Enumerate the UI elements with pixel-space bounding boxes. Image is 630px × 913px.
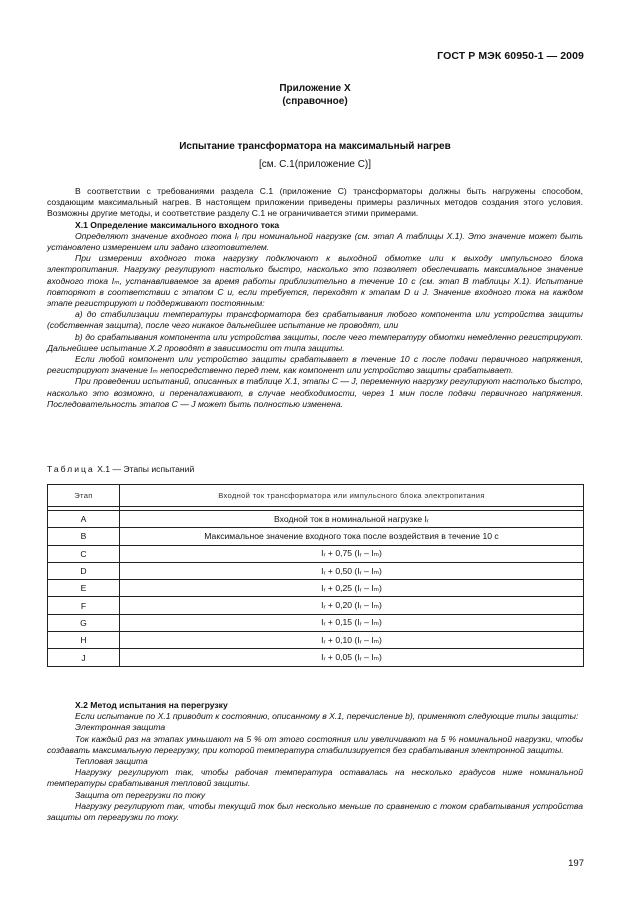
list-item-a: a) до стабилизации температуры трансформатора без срабатывания любого компонента или устройства защиты (собственная защита), после чего никакое дальнейшее испытание не проводят, или (47, 309, 583, 331)
table-row (48, 562, 584, 579)
current-cell: Iᵣ + 0,50 (Iᵣ – Iₘ) (120, 562, 584, 579)
current-cell: Iᵣ + 0,20 (Iᵣ – Iₘ) (120, 597, 584, 614)
table-row (48, 614, 584, 631)
stage-cell: G (48, 614, 120, 631)
table-row (48, 580, 584, 597)
paragraph: При измерении входного тока нагрузку подключают к выходной обмотке или к выходу импульсного блока электропитания. Нагрузку регулируют настолько быстро, насколько это позволяет обеспечивать максимальное значение входного тока Iₘ, устанавливаемое за время работы приблизительно в течение 10 с (см. этап В таблицы X.1). Испытание повторяют в соответствии с этапом С и, если требуется, переходят к этапам D и J. Значение входного тока на каждом этапе регистрируют и поддерживают постоянным: (47, 253, 583, 309)
subheading-overcurrent: Защита от перегрузки по току (75, 789, 206, 800)
paragraph: Если любой компонент или устройство защиты срабатывает в течение 10 с после подачи первичного напряжения, регистрируют значение Iₘ непосредственно перед тем, как компонент или устройство защиты срабатывает. (47, 354, 583, 376)
section-x2 (47, 700, 583, 823)
stage-cell: H (48, 632, 120, 649)
list-item-b: b) до срабатывания компонента или устройства защиты, после чего температуру обмотки немедленно регистрируют. Дальнейшее испытание X.2 проводят в зависимости от типа защиты. (47, 331, 583, 353)
paragraph: Определяют значение входного тока Iᵣ при номинальной нагрузке (см. этап А таблицы X.1). Это значение может быть установлено измерением или задано изготовителем. (47, 230, 583, 253)
annex-note: (справочное) (282, 96, 348, 107)
annex-title: Приложение X (279, 83, 351, 94)
current-cell: Iᵣ + 0,25 (Iᵣ – Iₘ) (120, 580, 584, 597)
annex-heading (0, 82, 630, 108)
subheading-thermal: Тепловая защита (75, 756, 148, 767)
table-row (48, 545, 584, 562)
column-header-current: Входной ток трансформатора или импульсного блока электропитания (120, 485, 584, 507)
column-header-stage: Этап (48, 485, 120, 507)
stage-cell: E (48, 580, 120, 597)
stage-cell: F (48, 597, 120, 614)
current-cell: Iᵣ + 0,05 (Iᵣ – Iₘ) (120, 649, 584, 666)
subheading-electronic: Электронная защита (75, 722, 166, 733)
table-row (48, 597, 584, 614)
paragraph: При проведении испытаний, описанных в таблице X.1, этапы С — J, переменную нагрузку регулируют настолько быстро, насколько это возможно, и переналаживают, в случае необходимости, через 1 мин после подачи первичного напряжения. Последовательность этапов С — J может быть полностью изменена. (47, 376, 583, 409)
table-row (48, 632, 584, 649)
stage-cell: B (48, 528, 120, 545)
stage-cell: D (48, 562, 120, 579)
paragraph: Нагрузку регулируют так, чтобы рабочая температура оставалась на несколько градусов ниже номинальной температуры срабатывания тепловой защиты. (47, 767, 583, 789)
current-cell: Iᵣ + 0,75 (Iᵣ – Iₘ) (120, 545, 584, 562)
table-row (48, 649, 584, 666)
stage-cell: J (48, 649, 120, 666)
stage-cell: C (48, 545, 120, 562)
table-row (48, 511, 584, 528)
table-caption-text: X.1 — Этапы испытаний (97, 464, 195, 474)
paragraph: Если испытание по X.1 приводит к состоянию, описанному в X.1, перечисление b), применяют следующие типы защиты: (75, 711, 579, 722)
paragraph: Ток каждый раз на этапах умньшают на 5 % от этого состояния или увеличивают на 5 % номинальной нагрузки, чтобы создавать максимальную перегрузку, при которой температура стабилизируется без срабатывания электронной защиты. (47, 733, 583, 755)
section-x2-heading: X.2 Метод испытания на перегрузку (75, 700, 228, 710)
section-x1-heading: X.1 Определение максимального входного тока (75, 219, 280, 230)
page-number: 197 (568, 858, 584, 869)
current-cell: Входной ток в номинальной нагрузке Iᵣ (120, 511, 584, 528)
paragraph: Нагрузку регулируют так, чтобы текущий ток был несколько меньше по сравнению с током срабатывания устройства защиты от перегрузки по току. (47, 800, 583, 823)
annex-main-title: Испытание трансформатора на максимальный нагрев (179, 141, 451, 152)
current-cell: Iᵣ + 0,10 (Iᵣ – Iₘ) (120, 632, 584, 649)
intro-paragraph: В соответствии с требованиями раздела С.1 (приложение С) трансформаторы должны быть нагружены способом, создающим максимальный нагрев. В настоящем приложении приведены примеры различных методов создания этого условия. Возможны другие методы, и соответствие разделу С.1 не ограничивается этими примерами. (47, 186, 583, 219)
table-row (48, 528, 584, 545)
annex-subtitle: [см. С.1(приложение С)] (258, 159, 372, 170)
table-caption-label: Таблица (47, 464, 95, 474)
section-x1 (47, 186, 583, 410)
table-caption (47, 464, 194, 474)
stages-table (47, 484, 584, 667)
current-cell: Максимальное значение входного тока после воздействия в течение 10 с (120, 528, 584, 545)
current-cell: Iᵣ + 0,15 (Iᵣ – Iₘ) (120, 614, 584, 631)
document-id: ГОСТ Р МЭК 60950-1 — 2009 (437, 50, 584, 62)
stage-cell: A (48, 511, 120, 528)
